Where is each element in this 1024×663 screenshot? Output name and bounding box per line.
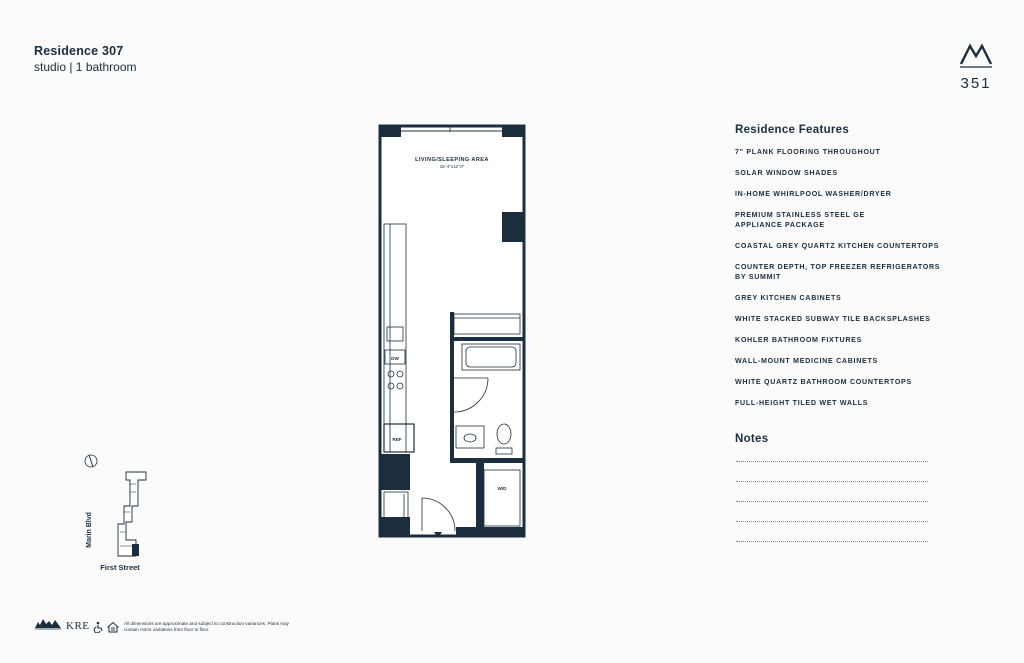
feature-item: GREY KITCHEN CABINETS bbox=[735, 294, 842, 302]
features-list bbox=[735, 147, 950, 419]
site-map-drawing bbox=[80, 450, 160, 575]
floor-plan-drawing bbox=[376, 122, 528, 542]
notes-heading: Notes bbox=[735, 433, 769, 445]
residence-title: Residence 307 bbox=[34, 44, 124, 58]
room-label: LIVING/SLEEPING AREA bbox=[415, 157, 489, 163]
feature-item: WALL-MOUNT MEDICINE CABINETS bbox=[735, 357, 878, 365]
feature-item: SOLAR WINDOW SHADES bbox=[735, 169, 838, 177]
refrigerator-label: REF bbox=[392, 437, 402, 442]
developer-logo-icon bbox=[34, 616, 62, 630]
feature-item: WHITE STACKED SUBWAY TILE BACKSPLASHES bbox=[735, 315, 931, 323]
brand-logo bbox=[956, 42, 996, 92]
mountain-logo-icon bbox=[959, 42, 993, 68]
feature-item: 7" PLANK FLOORING THROUGHOUT bbox=[735, 148, 881, 156]
notes-line bbox=[736, 541, 928, 542]
feature-item: COASTAL GREY QUARTZ KITCHEN COUNTERTOPS bbox=[735, 242, 940, 250]
feature-item: COUNTER DEPTH, TOP FREEZER REFRIGERATORS BY SUMMIT bbox=[735, 263, 941, 281]
dishwasher-label: DW bbox=[391, 356, 399, 361]
equal-housing-icon bbox=[107, 620, 119, 638]
feature-item: PREMIUM STAINLESS STEEL GE APPLIANCE PACKAGE bbox=[735, 211, 865, 229]
feature-item: FULL-HEIGHT TILED WET WALLS bbox=[735, 399, 869, 407]
residence-type: studio | 1 bathroom bbox=[34, 60, 137, 74]
feature-item: WHITE QUARTZ BATHROOM COUNTERTOPS bbox=[735, 378, 912, 386]
unit-location-marker bbox=[132, 544, 139, 556]
washer-dryer-label: W/D bbox=[497, 486, 507, 491]
street-label-marin: Marin Blvd bbox=[86, 512, 93, 548]
feature-item: KOHLER BATHROOM FIXTURES bbox=[735, 336, 863, 344]
notes-line bbox=[736, 481, 928, 482]
brand-number: 351 bbox=[960, 75, 992, 92]
features-heading: Residence Features bbox=[735, 124, 850, 136]
feature-item: IN-HOME WHIRLPOOL WASHER/DRYER bbox=[735, 190, 892, 198]
disclaimer-text: All dimensions are approximate and subject to construction variances. Plans may contain minor variations from floor to floor. bbox=[124, 621, 289, 632]
floor-plan bbox=[376, 122, 528, 547]
street-label-first: First Street bbox=[100, 563, 140, 572]
accessibility-icon bbox=[92, 620, 104, 638]
site-key-map bbox=[80, 450, 160, 580]
notes-line bbox=[736, 501, 928, 502]
notes-line bbox=[736, 521, 928, 522]
footer bbox=[34, 616, 62, 636]
kre-logo: KRE bbox=[66, 620, 90, 632]
notes-line bbox=[736, 461, 928, 462]
room-dimensions: 15'-4"x12'-0" bbox=[439, 164, 465, 169]
